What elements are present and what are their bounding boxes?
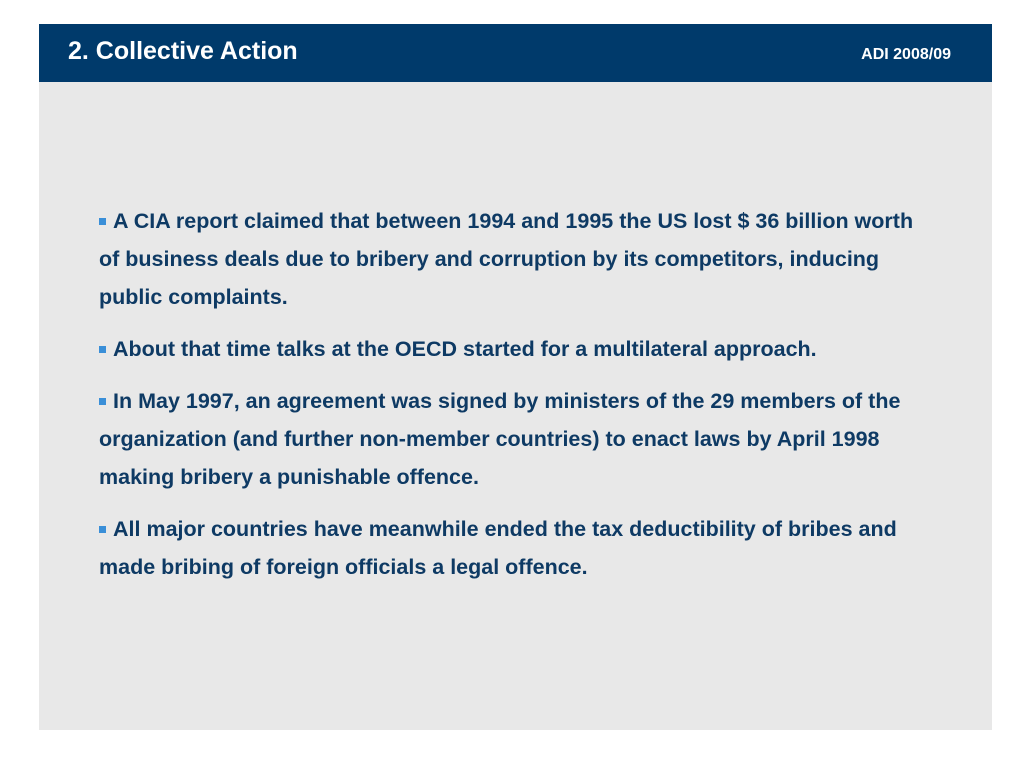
square-bullet-icon: [99, 218, 106, 225]
square-bullet-icon: [99, 346, 106, 353]
bullet-item: [99, 202, 929, 316]
square-bullet-icon: [99, 526, 106, 533]
bullet-item: [99, 382, 929, 496]
bullet-list: [99, 202, 929, 600]
slide: [39, 24, 992, 730]
bullet-text: A CIA report claimed that between 1994 and 1995 the US lost $ 36 billion worth of business deals due to bribery and corruption by its competitors, inducing public complaints.: [99, 209, 914, 309]
bullet-item: [99, 510, 929, 586]
bullet-item: [99, 330, 929, 368]
course-tag: ADI 2008/09: [861, 46, 951, 63]
bullet-text: In May 1997, an agreement was signed by ministers of the 29 members of the organization (and further non-member countries) to enact laws by April 1998 making bribery a punishable offence.: [99, 389, 901, 489]
bullet-text: All major countries have meanwhile ended the tax deductibility of bribes and made bribing of foreign officials a legal offence.: [99, 517, 897, 579]
bullet-text: About that time talks at the OECD started for a multilateral approach.: [113, 337, 817, 361]
square-bullet-icon: [99, 398, 106, 405]
slide-title: 2. Collective Action: [68, 37, 298, 65]
slide-header: [39, 24, 992, 82]
